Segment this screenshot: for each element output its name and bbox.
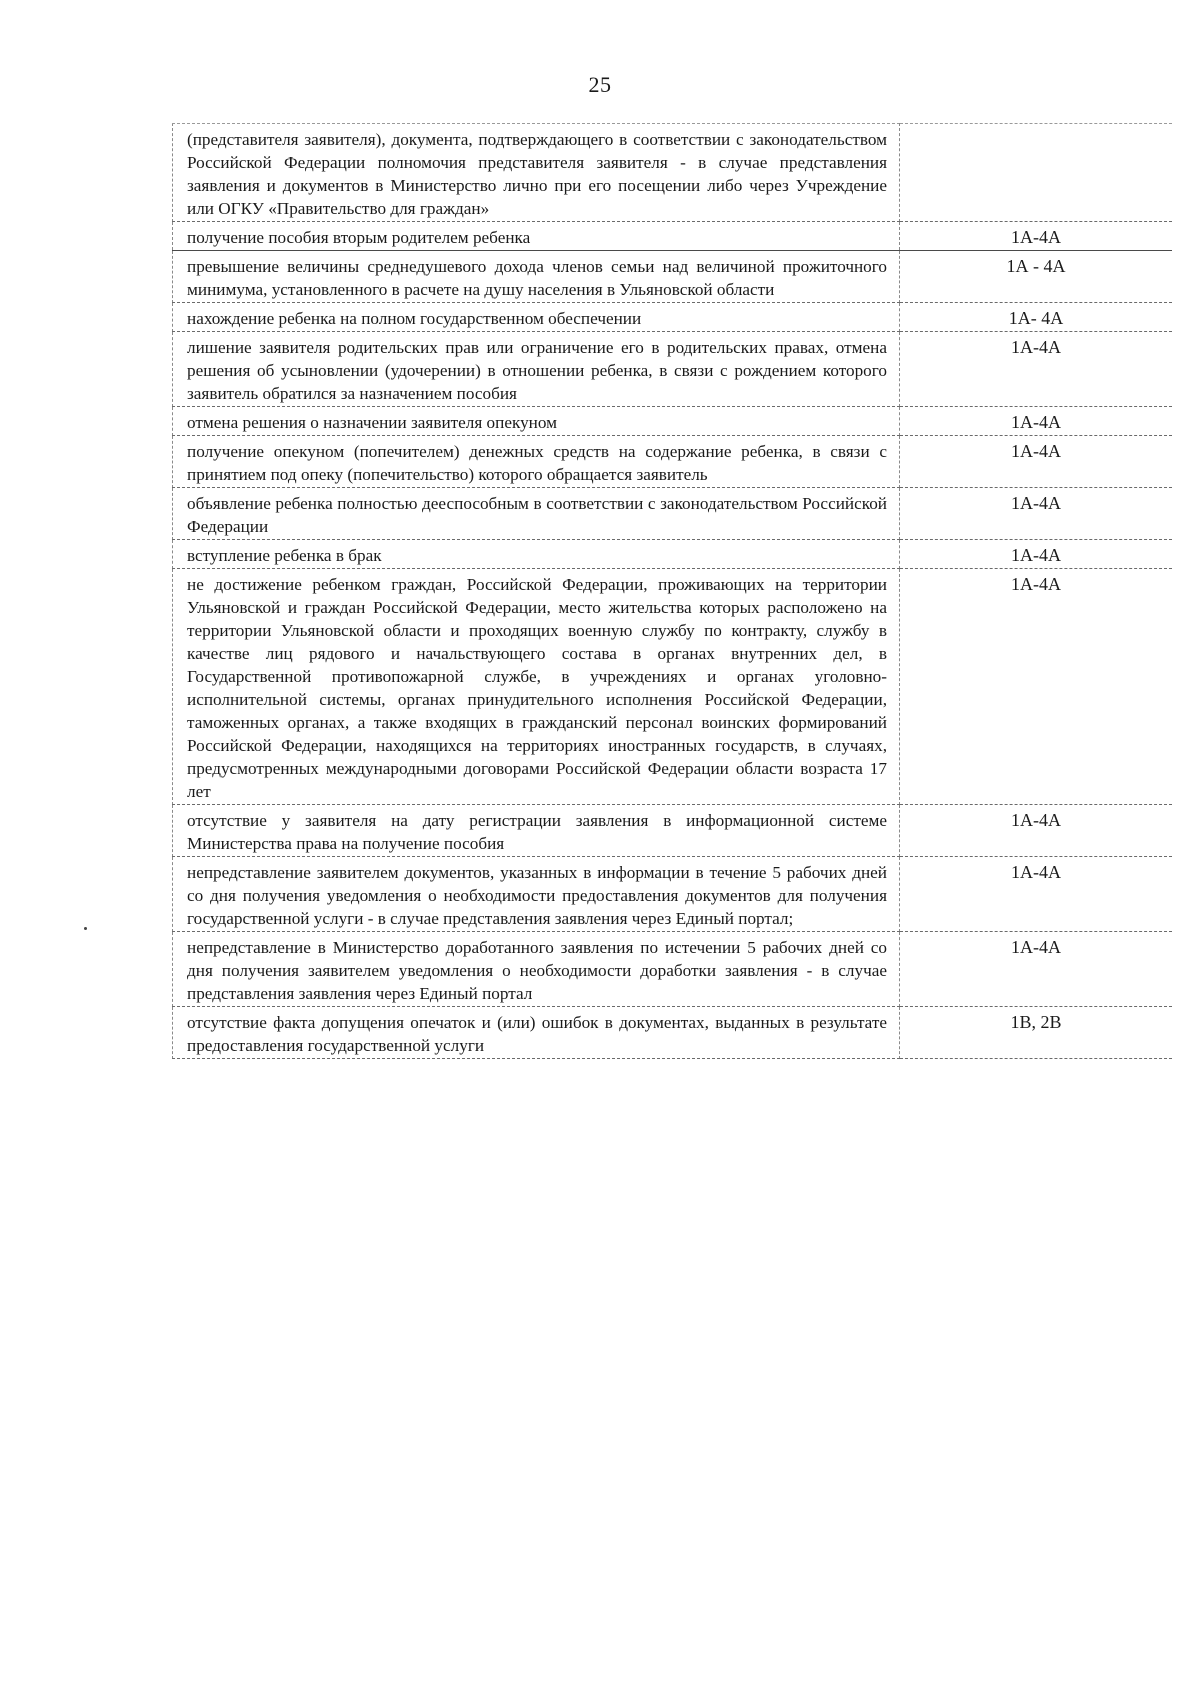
condition-cell: не достижение ребенком граждан, Российской Федерации, проживающих на территории Ульяновской и граждан Российской Федерации, место жительства которых расположено на территории Ульяновской области и проходящих военную службу по контракту, службу в качестве лиц рядового и начальствующего состава в органах внутренних дел, в Государственной противопожарной службе, в учреждениях и органах уголовно-исполнительной системы, органах принудительного исполнения Российской Федерации, таможенных органах, а также входящих в гражданский персонал воинских формирований Российской Федерации, находящихся на территориях иностранных государств, в случаях, предусмотренных международными договорами Российской Федерации области возраста 17 лет [173,569,900,805]
condition-cell: вступление ребенка в брак [173,540,900,569]
code-cell: 1А-4А [900,488,1173,540]
table-row [173,303,1173,332]
table-row [173,222,1173,251]
table-row [173,569,1173,805]
table-row [173,407,1173,436]
code-cell: 1А- 4А [900,303,1173,332]
condition-cell: получение опекуном (попечителем) денежных средств на содержание ребенка, в связи с принятием под опеку (попечительство) которого обращается заявитель [173,436,900,488]
page-number: 25 [588,72,612,97]
table-row [173,857,1173,932]
code-cell: 1А - 4А [900,251,1173,303]
condition-cell: объявление ребенка полностью дееспособным в соответствии с законодательством Российской Федерации [173,488,900,540]
table-row [173,488,1173,540]
table-row [173,805,1173,857]
table-row [173,540,1173,569]
condition-cell: отсутствие у заявителя на дату регистрации заявления в информационной системе Министерства права на получение пособия [173,805,900,857]
table-row [173,251,1173,303]
table-row [173,436,1173,488]
condition-cell: отмена решения о назначении заявителя опекуном [173,407,900,436]
condition-cell: непредставление в Министерство доработанного заявления по истечении 5 рабочих дней со дня получения заявителем уведомления о необходимости доработки заявления - в случае представления заявления через Единый портал [173,932,900,1007]
condition-cell: лишение заявителя родительских прав или ограничение его в родительских правах, отмена решения об усыновлении (удочерении) в отношении ребенка, в связи с рождением которого заявитель обратился за назначением пособия [173,332,900,407]
table-row [173,932,1173,1007]
code-cell: 1А-4А [900,222,1173,251]
code-cell: 1А-4А [900,932,1173,1007]
scan-speck [84,927,87,930]
condition-cell: отсутствие факта допущения опечаток и (или) ошибок в документах, выданных в результате предоставления государственной услуги [173,1007,900,1059]
condition-cell: получение пособия вторым родителем ребенка [173,222,900,251]
code-cell: 1А-4А [900,805,1173,857]
code-cell: 1А-4А [900,540,1173,569]
code-cell: 1А-4А [900,569,1173,805]
condition-cell: превышение величины среднедушевого дохода членов семьи над величиной прожиточного минимума, установленного в расчете на душу населения в Ульяновской области [173,251,900,303]
code-cell: 1А-4А [900,857,1173,932]
code-cell: 1А-4А [900,407,1173,436]
table-row [173,332,1173,407]
code-cell: 1А-4А [900,332,1173,407]
condition-cell: (представителя заявителя), документа, подтверждающего в соответствии с законодательством Российской Федерации полномочия представителя заявителя - в случае представления заявления и документов в Министерство лично при его посещении либо через Учреждение или ОГКУ «Правительство для граждан» [173,124,900,222]
code-cell [900,124,1173,222]
code-cell: 1В, 2В [900,1007,1173,1059]
table-row [173,124,1173,222]
table-row [173,1007,1173,1059]
condition-cell: непредставление заявителем документов, указанных в информации в течение 5 рабочих дней со дня получения уведомления о необходимости предоставления документов для получения государственной услуги - в случае представления заявления через Единый портал; [173,857,900,932]
condition-cell: нахождение ребенка на полном государственном обеспечении [173,303,900,332]
code-cell: 1А-4А [900,436,1173,488]
conditions-table [172,123,1172,1059]
